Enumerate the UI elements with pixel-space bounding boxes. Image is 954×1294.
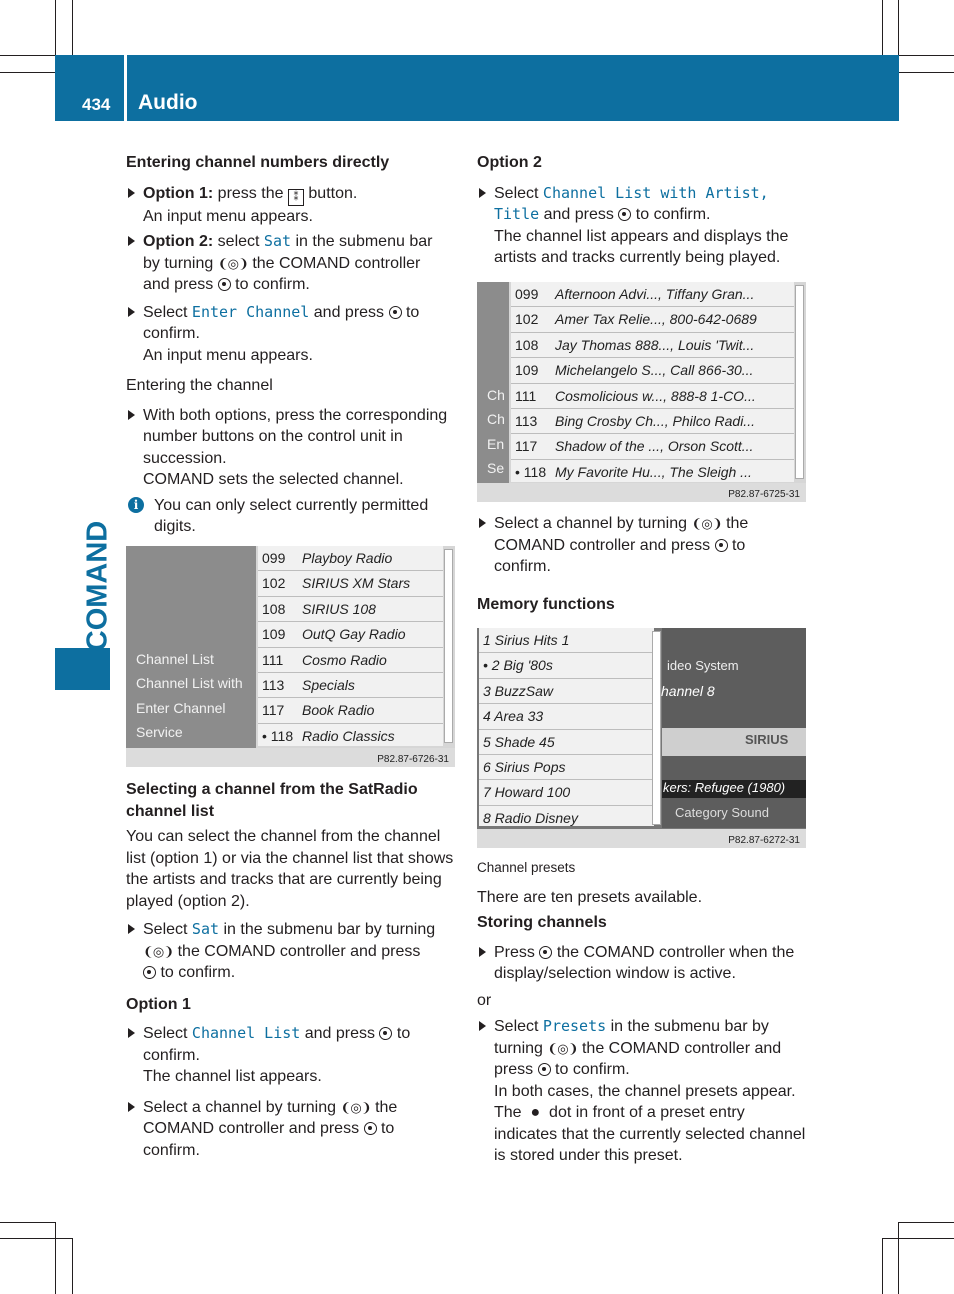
rotate-controller-icon: ❨◎❩ [547, 1040, 578, 1056]
page-number: 434 [82, 95, 111, 114]
right-column-middle [477, 513, 812, 615]
info-icon: i [128, 497, 144, 513]
heading-memory-functions: Memory functions [477, 595, 615, 613]
scrollbar [444, 549, 453, 743]
header-divider [124, 55, 127, 121]
menu-list: Ch Ch En Se [487, 387, 505, 477]
list-item: • 118 Radio Classics [258, 724, 443, 749]
right-column [477, 152, 812, 269]
list-item: 4 Area 33 [479, 704, 654, 729]
list-item: Option 1: press the ⁑ button. An input menu appears. [126, 183, 458, 228]
paragraph: There are ten presets available. [477, 888, 703, 906]
heading-storing-channels: Storing channels [477, 914, 607, 931]
list-item: Press the COMAND controller when the display/selection window is active. [477, 942, 812, 985]
crop-mark [898, 1222, 954, 1223]
press-controller-icon [715, 539, 728, 552]
rotate-controller-icon: ❨◎❩ [143, 943, 174, 959]
left-column-lower [126, 779, 458, 1161]
sirius-logo: SIRIUS [745, 732, 789, 747]
figure-caption: Channel presets [477, 860, 576, 875]
display-tabs: ideo System [667, 658, 739, 673]
list-item: Select Presets in the submenu bar by turning ❨◎❩ the COMAND controller and press to confirm. In both cases, the channel presets appear. The ● dot in front of a preset entry indicates that the currently selected channel is stored under this preset. [477, 1016, 812, 1167]
list-item: 102 Amer Tax Relie..., 800-642-0689 [511, 307, 794, 332]
press-controller-icon [143, 966, 156, 979]
paragraph: or [477, 991, 492, 1009]
crop-mark [882, 1238, 883, 1294]
scrollbar [795, 285, 804, 479]
image-code: P82.87-6726-31 [377, 754, 449, 765]
screenshot-channel-list [126, 546, 455, 767]
screenshot-presets [477, 628, 806, 848]
list-item: 111 Cosmolicious w..., 888-8 1-CO... [511, 384, 794, 409]
list-item: 109 Michelangelo S..., Call 866-30... [511, 358, 794, 383]
list-item: 3 BuzzSaw [479, 679, 654, 704]
heading-option-1: Option 1 [126, 995, 191, 1013]
list-item: Select Enter Channel and press to confirm. An input menu appears. [126, 302, 458, 367]
channel-list [258, 546, 443, 746]
image-code: P82.87-6272-31 [728, 835, 800, 846]
list-item: 1 Sirius Hits 1 [479, 628, 654, 653]
list-item: Select Sat in the submenu bar by turning ❨◎❩ the COMAND controller and press to confirm. [126, 919, 458, 984]
list-item: • 118 My Favorite Hu..., The Sleigh ... [511, 460, 794, 485]
scrollbar [652, 631, 661, 825]
keypad-icon: ⁑ [288, 189, 304, 206]
press-controller-icon [379, 1027, 392, 1040]
press-controller-icon [538, 1063, 551, 1076]
image-code: P82.87-6725-31 [728, 489, 800, 500]
list-item: 109 OutQ Gay Radio [258, 622, 443, 647]
press-controller-icon [539, 946, 552, 959]
list-item: Select a channel by turning ❨◎❩ the COMAND controller and press to confirm. [126, 1097, 458, 1162]
display-song: kers: Refugee (1980) [663, 780, 786, 795]
list-item: Select a channel by turning ❨◎❩ the COMAND controller and press to confirm. [477, 513, 812, 578]
crop-mark [0, 55, 56, 56]
press-controller-icon [389, 306, 402, 319]
crop-mark [898, 55, 954, 56]
right-column-lower [477, 857, 812, 1167]
crop-mark [55, 1222, 56, 1294]
list-item: 108 Jay Thomas 888..., Louis 'Twit... [511, 333, 794, 358]
display-bottom-menu: Category Sound [675, 805, 769, 820]
info-note: i You can only select currently permitted digits. [126, 495, 458, 538]
list-item: Option 2: select Sat in the submenu bar by turning ❨◎❩ the COMAND controller and press to confirm. [126, 231, 458, 296]
crop-mark [72, 1238, 73, 1294]
crop-mark [0, 1238, 72, 1239]
crop-mark [898, 0, 899, 56]
list-item: 099 Afternoon Advi..., Tiffany Gran... [511, 282, 794, 307]
display-channel: hannel 8 [661, 683, 715, 699]
list-item: 111 Cosmo Radio [258, 648, 443, 673]
menu-list: Channel List Channel List with Enter Channel Service [136, 651, 243, 741]
side-label: COMAND [81, 520, 114, 652]
section-title: Audio [138, 91, 198, 114]
press-controller-icon [364, 1122, 377, 1135]
rotate-controller-icon: ❨◎❩ [691, 516, 722, 531]
list-item: With both options, press the corresponding number buttons on the control unit in succession. COMAND sets the selected channel. [126, 405, 458, 491]
list-item: 113 Specials [258, 673, 443, 698]
crop-mark [55, 0, 56, 56]
list-item: 102 SIRIUS XM Stars [258, 571, 443, 596]
list-item: 117 Book Radio [258, 698, 443, 723]
heading-option-2: Option 2 [477, 154, 542, 171]
list-item: • 2 Big '80s [479, 653, 654, 678]
rotate-controller-icon: ❨◎❩ [217, 255, 248, 271]
list-item: 108 SIRIUS 108 [258, 597, 443, 622]
list-item: 5 Shade 45 [479, 730, 654, 755]
list-item: 113 Bing Crosby Ch..., Philco Radi... [511, 409, 794, 434]
list-item: 6 Sirius Pops [479, 755, 654, 780]
list-item: 099 Playboy Radio [258, 546, 443, 571]
list-item: 8 Radio Disney [479, 806, 654, 831]
crop-mark [898, 1222, 899, 1294]
paragraph: You can select the channel from the channel list (option 1) or via the channel list that shows the artists and tracks that are currently being played (option 2). [126, 828, 454, 910]
crop-mark [0, 1222, 56, 1223]
side-tab [55, 648, 110, 690]
press-controller-icon [618, 208, 631, 221]
list-item: Select Channel List and press to confirm. The channel list appears. [126, 1023, 458, 1088]
list-item: 7 Howard 100 [479, 780, 654, 805]
crop-mark [882, 1238, 954, 1239]
paragraph: Entering the channel [126, 377, 273, 394]
preset-list [479, 628, 654, 826]
screenshot-channel-list-artist [477, 282, 806, 502]
heading-select-channel: Selecting a channel from the SatRadio channel list [126, 781, 418, 820]
press-controller-icon [218, 278, 231, 291]
bullet-dot-icon: ● [526, 1104, 545, 1121]
left-column [126, 152, 458, 538]
list-item: Select Channel List with Artist, Title and press to confirm. The channel list appears and displays the artists and tracks currently being played. [477, 183, 812, 269]
rotate-controller-icon: ❨◎❩ [340, 1099, 371, 1115]
channel-list [511, 282, 794, 482]
list-item: 117 Shadow of the ..., Orson Scott... [511, 434, 794, 459]
heading-entering-channel: Entering channel numbers directly [126, 154, 390, 171]
